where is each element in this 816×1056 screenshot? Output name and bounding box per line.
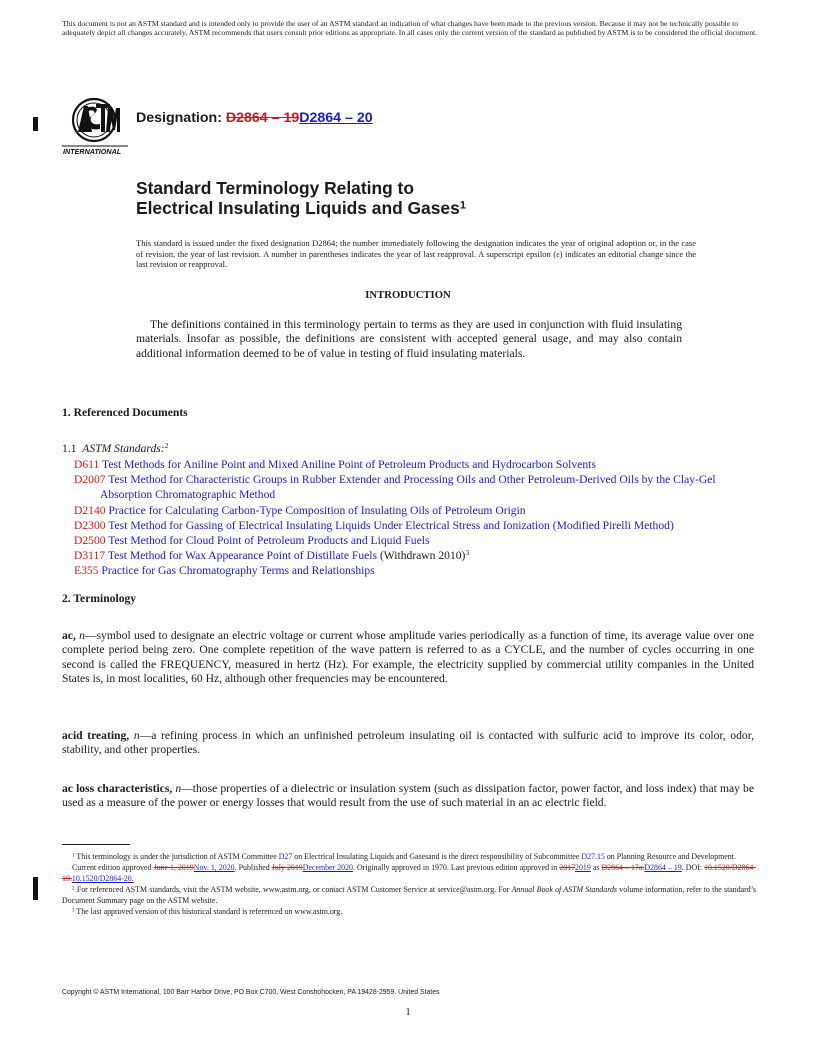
term-pos: n <box>175 782 182 795</box>
edition-note <box>62 862 756 884</box>
page-title <box>136 178 696 218</box>
logo-text: INTERNATIONAL <box>63 147 122 156</box>
reference-list <box>74 457 764 579</box>
previous-old: D2864 – 17a. <box>601 863 645 872</box>
reference-title[interactable]: Test Methods for Aniline Point and Mixed Aniline Point of Petroleum Products and Hydrocarbon Solvents <box>102 458 596 471</box>
subsection-1-1 <box>62 442 168 455</box>
designation-label: Designation: <box>136 110 222 126</box>
reference-code[interactable]: D3117 <box>74 549 106 563</box>
term-definition: —a refining process in which an unfinished petroleum insulating oil is contacted with sulfuric acid to improve its color, odor, stability, and other properties. <box>62 729 754 757</box>
subsection-footnote-ref: 2 <box>164 441 169 451</box>
disclaimer-notice: This document is not an ASTM standard and is intended only to provide the user of an ASTM standard an indication of what changes have been made to the previous version. Because it may not be technically possible to adequately depict all changes accurately, ASTM recommends that users consult prior editions as appropriate. In all cases only the current version of the standard as published by ASTM is to be considered the official document. <box>62 19 758 37</box>
term-pos: n <box>79 629 85 642</box>
term-name: ac loss characteristics, <box>62 782 173 795</box>
title-line-1: Standard Terminology Relating to <box>136 178 414 198</box>
reference-title[interactable]: Test Method for Characteristic Groups in Rubber Extender and Processing Oils and Other Petroleum-Derived Oils by the Clay-Gel Absorption Chromatographic Method <box>100 473 716 502</box>
designation-old: D2864 – 19 <box>225 110 300 126</box>
reference-item[interactable] <box>74 518 764 533</box>
subcommittee-link[interactable]: D27.15 <box>581 852 605 861</box>
reference-title[interactable]: Test Method for Gassing of Electrical Insulating Liquids Under Electrical Stress and Ionization (Modified Pirelli Method) <box>108 518 674 532</box>
footnote-mark: 2 <box>72 885 75 892</box>
published-old: July 2019 <box>271 863 303 872</box>
footnote-text: The last approved version of this historical standard is referenced on www.astm.org. <box>76 907 343 916</box>
term-pos: n <box>133 729 140 742</box>
footnote-3 <box>62 906 756 917</box>
introduction-heading: INTRODUCTION <box>365 289 451 301</box>
reference-code[interactable]: D611 <box>74 458 100 471</box>
reference-item[interactable] <box>74 548 764 563</box>
reference-title[interactable]: Test Method for Cloud Point of Petroleum Products and Liquid Fuels <box>108 534 430 548</box>
page-number: 1 <box>405 1006 411 1018</box>
term-definition: —those properties of a dielectric or insulation system (such as dissipation factor, power factor, and loss index) that may be used as a measure of the power or energy losses that would result from the use of such material in an ac electric field. <box>62 782 754 810</box>
footnote-2 <box>62 884 756 906</box>
previous-new: D2864 – 19 <box>644 863 682 872</box>
change-bar <box>33 877 38 900</box>
footnote-1 <box>62 851 756 862</box>
footnote-text: This terminology is under the jurisdiction of ASTM Committee <box>76 852 277 861</box>
reference-item[interactable] <box>74 457 764 472</box>
designation-new: D2864 – 20 <box>299 110 373 126</box>
astm-logo-icon <box>60 96 130 158</box>
reference-item[interactable] <box>74 563 764 578</box>
footnote-divider <box>62 844 130 845</box>
term-entry <box>62 782 754 811</box>
reference-item[interactable] <box>74 503 764 518</box>
reference-item[interactable] <box>74 533 764 548</box>
subsection-number: 1.1 <box>62 442 77 455</box>
term-entry <box>62 729 754 758</box>
section-1-heading: 1. Referenced Documents <box>62 406 188 419</box>
section-2-heading: 2. Terminology <box>62 592 137 605</box>
copyright-notice: Copyright © ASTM International, 100 Barr Harbor Drive, PO Box C700, West Conshohocken, PA 19428-2959. United States <box>62 989 440 996</box>
reference-footnote-ref: 3 <box>465 548 470 558</box>
reference-code[interactable]: D2140 <box>74 503 106 517</box>
withdrawn-note: (Withdrawn 2010) <box>379 549 466 563</box>
footnote-text: volume information, refer to the standard’s Document Summary page on the ASTM website. <box>62 885 756 905</box>
footnote-text: For referenced ASTM standards, visit the ASTM website, www.astm.org, or contact ASTM Customer Service at service@astm.org. For <box>76 885 510 894</box>
doi-old: 10.1520/D2864-19. <box>62 863 756 883</box>
reference-code[interactable]: D2300 <box>74 518 106 532</box>
approved-old: June 1, 2019 <box>153 863 194 872</box>
standard-note: This standard is issued under the fixed designation D2864; the number immediately following the designation indicates the year of original adoption or, in the case of revision, the year of last revision. A number in parentheses indicates the year of last reapproval. A superscript epsilon (ε) indicates an editorial change since the last revision or reapproval. <box>136 238 696 269</box>
footnotes <box>62 851 756 917</box>
introduction-text: The definitions contained in this terminology pertain to terms as they are used in conjunction with fluid insulating materials. Insofar as possible, the definitions are consistent with accepted general usage, and may also contain additional information deemed to be of value in testing of fluid insulating materials. <box>136 318 682 360</box>
footnote-text: on Electrical Insulating Liquids and Gasesand is the direct responsibility of Subcommittee <box>294 852 580 861</box>
footnote-mark: 1 <box>72 852 75 859</box>
doi-new: 10.1520/D2864-20. <box>71 874 134 883</box>
title-footnote-ref: 1 <box>459 199 467 212</box>
last-new: 2019 <box>575 863 591 872</box>
footnote-text: . DOI: <box>681 863 702 872</box>
term-name: acid treating, <box>62 729 130 742</box>
title-line-2: Electrical Insulating Liquids and Gases <box>136 198 460 218</box>
change-bar <box>33 117 38 131</box>
reference-title[interactable]: Practice for Calculating Carbon-Type Composition of Insulating Oils of Petroleum Origin <box>108 503 526 517</box>
subsection-label: ASTM Standards: <box>82 442 165 455</box>
footnote-italic: Annual Book of ASTM Standards <box>511 885 617 894</box>
reference-item[interactable] <box>74 472 764 502</box>
term-entry <box>62 629 754 686</box>
committee-link[interactable]: D27 <box>278 852 293 861</box>
reference-title[interactable]: Test Method for Wax Appearance Point of Distillate Fuels <box>107 549 377 563</box>
approved-new: Nov. 1, 2020 <box>193 863 235 872</box>
footnote-text: . Originally approved in 1970. Last previous edition approved in <box>353 863 558 872</box>
astm-logo <box>60 96 130 158</box>
reference-code[interactable]: D2007 <box>74 473 106 487</box>
reference-code[interactable]: E355 <box>74 564 99 578</box>
footnote-text: on Planning Resource and Development. <box>606 852 736 861</box>
designation <box>136 110 373 126</box>
footnote-mark: 3 <box>72 907 75 914</box>
footnote-text: Current edition approved <box>72 863 152 872</box>
reference-title[interactable]: Practice for Gas Chromatography Terms and Relationships <box>101 564 375 578</box>
reference-code[interactable]: D2500 <box>74 534 106 548</box>
footnote-text: . Published <box>234 863 270 872</box>
published-new: December 2020 <box>302 863 354 872</box>
footnote-text: as <box>592 863 600 872</box>
term-name: ac, <box>62 629 76 642</box>
last-old: 2017 <box>559 863 576 872</box>
term-definition: —symbol used to designate an electric voltage or current whose amplitude varies periodically as a function of time, its average value over one complete period being zero. One complete repetition of the wave pattern is referred to as a CYCLE, and the number of cycles occurring in one second is called the FREQUENCY, measured in hertz (Hz). For example, the electricity supplied by commercial utility companies in the United States is, in most localities, 60 Hz, although other frequencies may be encountered. <box>62 629 754 685</box>
